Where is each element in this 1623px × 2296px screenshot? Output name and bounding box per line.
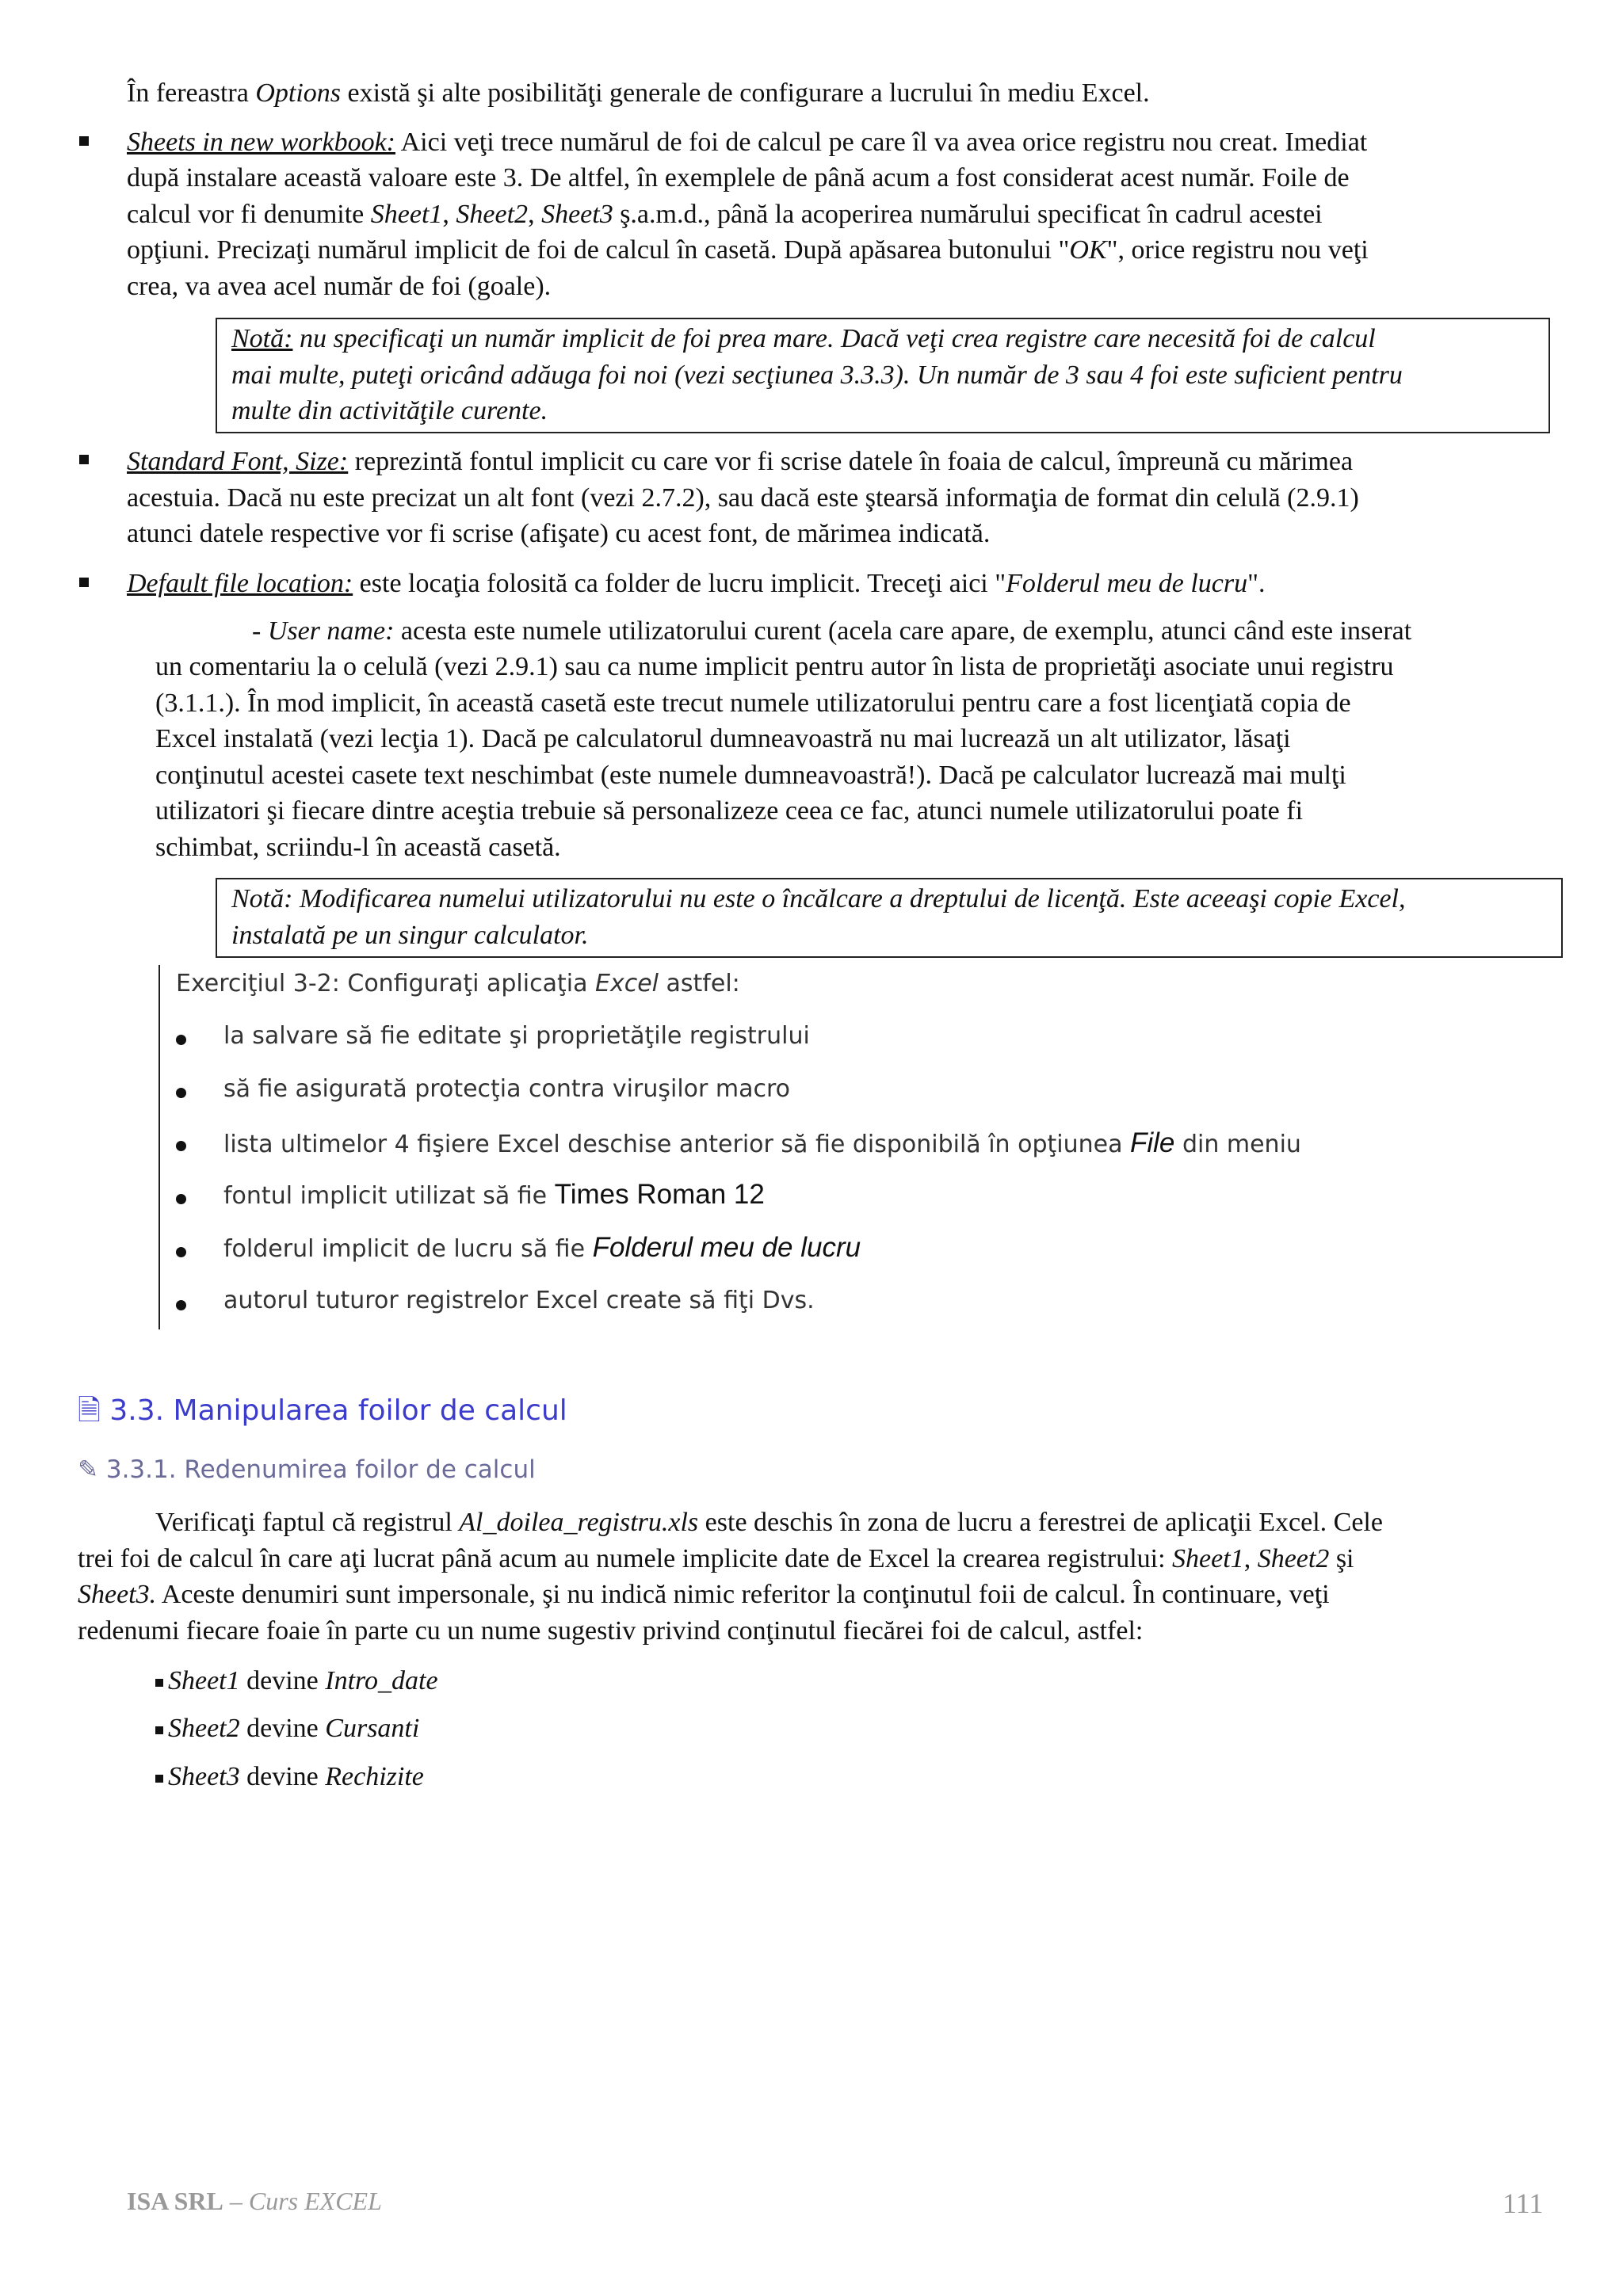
square-bullet-icon — [155, 1726, 163, 1734]
rename-item: Sheet3 devine Rechizite — [155, 1759, 424, 1795]
bullet-dot-icon — [176, 1247, 186, 1257]
square-bullet-icon — [155, 1679, 163, 1687]
bullet-dot-icon — [176, 1300, 186, 1310]
exercise-item: la salvare să fie editate şi proprietăţile registrului — [223, 1022, 810, 1050]
exercise-block — [158, 965, 1301, 1329]
bullet-dot-icon — [176, 1141, 186, 1151]
exercise-item: să fie asigurată protecţia contra viruşilor macro — [223, 1075, 791, 1103]
location-option-label: Default file location: — [127, 569, 353, 598]
footer-course: ISA SRL – Curs EXCEL — [127, 2187, 382, 2215]
document-page: În fereastra Options există şi alte posibilităţi generale de configurare a lucrului în mediu Excel. Sheets in new workbook: Aici veţi trece numărul de foi de calcul pe care îl va avea orice registru nou creat. Imediat după instalare această valoare este 3. De altfel, în exemplele de până acum a fost considerat acest număr. Foile de calcul vor fi denumite Sheet1, Sheet2, Sheet3 ş.a.m.d., până la acoperirea numărului specificat în cadrul acestei opţiuni. Precizaţi numărul implicit de foi de calcul în casetă. După apăsarea butonului "OK", orice registru nou veţi crea, va avea acel număr de foi (goale). Notă: nu specificaţi un număr implicit de foi prea mare. Dacă veţi crea registre care necesită foi de calcul mai multe, puteţi oricând adăuga foi noi (vezi secţiunea 3.3.3). Un număr de 3 sau 4 foi este suficient pentru multe din activităţile curente. Standard Font, Size: reprezintă fontul implicit cu care vor fi scrise datele în foaia de calcul, împreună cu mărimea acestuia. Dacă nu este precizat un alt font (vezi 2.7.2), sau dacă este ştearsă informaţia de format din celulă (2.9.1) atunci datele respective vor fi scrise (afişate) cu acest font, de mărimea indicată. Default file location: este locaţia folosită ca folder de lucru implicit. Treceţi aici "Folderul meu de lucru". - User name: acesta este numele utilizatorului curent (acela care apare, de exemplu, atunci când este inserat un comentariu la o celulă (vezi 2.9.1) sau ca nume implicit pentru autor în lista de proprietăţi asociate unui registru (3.1.1.). În mod implicit, în această casetă este trecut numele utilizatorului pentru care a fost licenţiată copia de Excel instalată (vezi lecţia 1). Dacă pe calculatorul dumneavoastră nu mai lucrează un alt utilizator, lăsaţi conţinutul acestei casete text neschimbat (este numele dumneavoastră!). Dacă pe calculator lucrează mai mulţi utilizatori şi fiecare dintre aceştia trebuie să personalizeze ceea ce fac, atunci numele utilizatorului poate fi schimbat, scriindu-l în această casetă. Notă: Modificarea numelui utilizatorului nu este o încălcare a dreptului de licenţă. Este aceeaşi copie Excel, instalată pe un singur calculator. Exerciţiul 3-2: Configuraţi aplicaţia Excel astfel: la salvare să fie editate şi proprietăţile registrului să fie asigurată protecţia contra viruşilor macro lista ultimelor 4 fişiere Excel deschise anterior să fie disponibilă în opţiunea File din meniu fontul implicit utilizat să fie Times Roman 12 folderul implicit de lucru să fie Folderul meu de lucru autorul tuturor registrelor Excel create să fiţi Dvs. 🗎 3.3. Manipularea foilor de calcul ✎ 3.3.1. Redenumirea foilor de calcul Verificaţi faptul că registrul Al_doilea_registru.xls este deschis în zona de lucru a ferestrei de aplicaţii Excel. Cele trei foi de calcul în care aţi lucrat până acum au numele implicite date de Excel la crearea registrului: Sheet1, Sheet2 şi Sheet3. Aceste denumiri sunt impersonale, şi nu indică nimic referitor la conţinutul foii de calcul. În continuare, veţi redenumi fiecare foaie în parte cu un nume sugestiv privind conţinutul fiecărei foi de calcul, astfel: Sheet1 devine Intro_date Sheet2 devine Cursanti Sheet3 devine Rechizite ISA SRL – Curs EXCEL 111 — [0, 0, 1623, 2296]
square-bullet-icon — [79, 578, 89, 587]
pencil-icon: ✎ — [78, 1455, 98, 1484]
font-option-label: Standard Font, Size: — [127, 447, 349, 476]
rename-item: Sheet1 devine Intro_date — [155, 1663, 438, 1699]
exercise-item: lista ultimelor 4 fişiere Excel deschise anterior să fie disponibilă în opţiunea File din meniu — [223, 1127, 1301, 1158]
intro-paragraph: În fereastra Options există şi alte posibilităţi generale de configurare a lucrului în mediu Excel. — [127, 78, 1150, 108]
exercise-item: folderul implicit de lucru să fie Folderul meu de lucru — [223, 1232, 861, 1263]
exercise-title: Exerciţiul 3-2: Configuraţi aplicaţia Excel astfel: — [176, 970, 740, 997]
square-bullet-icon — [79, 455, 89, 464]
bullet-dot-icon — [176, 1035, 186, 1045]
square-bullet-icon — [79, 136, 89, 146]
note-label: Notă: — [231, 324, 293, 353]
note-box-sheets: Notă: nu specificaţi un număr implicit de foi prea mare. Dacă veţi crea registre care necesită foi de calcul mai multe, puteţi oricând adăuga foi noi (vezi secţiunea 3.3.3). Un număr de 3 sau 4 foi este suficient pentru multe din activităţile curente. — [216, 318, 1550, 433]
exercise-item: autorul tuturor registrelor Excel create să fiţi Dvs. — [223, 1287, 815, 1314]
section-heading: 🗎 3.3. Manipularea foilor de calcul — [78, 1394, 567, 1427]
bullet-dot-icon — [176, 1194, 186, 1204]
page-number: 111 — [1503, 2187, 1544, 2219]
document-icon: 🗎 — [78, 1394, 101, 1427]
bullet-dot-icon — [176, 1088, 186, 1098]
note-box-license: Notă: Modificarea numelui utilizatorului nu este o încălcare a dreptului de licenţă. Este aceeaşi copie Excel, instalată pe un singur calculator. — [216, 878, 1563, 958]
location-paragraph: Default file location: este locaţia folosită ca folder de lucru implicit. Treceţi aici "Folderul meu de lucru". — [127, 569, 1266, 598]
square-bullet-icon — [155, 1775, 163, 1783]
sheets-option-label: Sheets in new workbook: — [127, 128, 395, 157]
exercise-item: fontul implicit utilizat să fie Times Roman 12 — [223, 1179, 765, 1210]
rename-item: Sheet2 devine Cursanti — [155, 1711, 419, 1747]
subsection-heading: ✎ 3.3.1. Redenumirea foilor de calcul — [78, 1455, 536, 1484]
